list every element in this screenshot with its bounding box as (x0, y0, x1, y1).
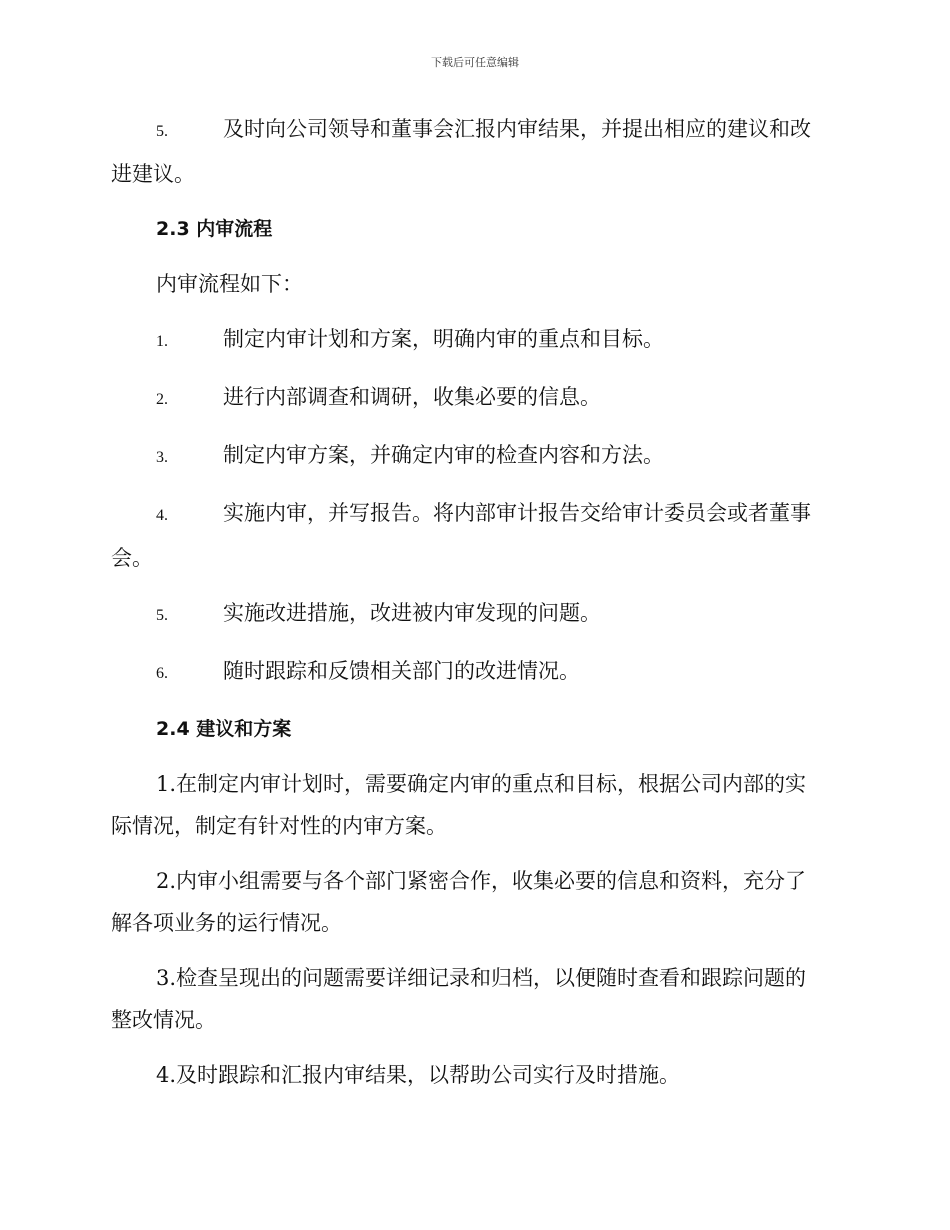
document-body (111, 108, 837, 1096)
page-header-note: 下载后可任意编辑 (431, 56, 519, 69)
list-item (111, 650, 837, 695)
list-text: 随时跟踪和反馈相关部门的改进情况。 (223, 659, 580, 683)
list-item (111, 318, 837, 363)
list-text: 进行内部调查和调研，收集必要的信息。 (223, 385, 601, 409)
list-number: 3. (156, 449, 168, 466)
paragraph-line: 1.在制定内审计划时，需要确定内审的重点和目标，根据公司内部的实 (156, 772, 807, 796)
section-intro: 内审流程如下： (156, 272, 303, 296)
list-item (111, 376, 837, 421)
list-number: 5. (156, 123, 168, 140)
section-heading: 2.4 建议和方案 (156, 718, 292, 740)
paragraph-line: 2.内审小组需要与各个部门紧密合作，收集必要的信息和资料，充分了 (156, 869, 807, 893)
paragraph-line: 际情况，制定有针对性的内审方案。 (111, 814, 447, 838)
paragraph-line: 整改情况。 (111, 1008, 216, 1032)
list-item (111, 434, 837, 479)
list-item (111, 492, 837, 537)
list-item (111, 592, 837, 637)
list-text: 实施内审，并写报告。将内部审计报告交给审计委员会或者董事 (223, 501, 811, 525)
list-number: 4. (156, 507, 168, 524)
section-heading: 2.3 内审流程 (156, 218, 273, 240)
list-text: 实施改进措施，改进被内审发现的问题。 (223, 601, 601, 625)
list-text: 及时向公司领导和董事会汇报内审结果，并提出相应的建议和改 (223, 117, 811, 141)
list-item (111, 108, 837, 153)
paragraph-line: 4.及时跟踪和汇报内审结果，以帮助公司实行及时措施。 (156, 1063, 681, 1087)
list-number: 1. (156, 333, 168, 350)
list-text-continuation: 会。 (111, 546, 153, 570)
list-text: 制定内审计划和方案，明确内审的重点和目标。 (223, 327, 664, 351)
list-text: 制定内审方案，并确定内审的检查内容和方法。 (223, 443, 664, 467)
list-number: 2. (156, 391, 168, 408)
list-number: 5. (156, 607, 168, 624)
list-text-continuation: 进建议。 (111, 162, 195, 186)
paragraph-line: 3.检查呈现出的问题需要详细记录和归档，以便随时查看和跟踪问题的 (156, 966, 807, 990)
paragraph-line: 解各项业务的运行情况。 (111, 911, 342, 935)
list-number: 6. (156, 665, 168, 682)
